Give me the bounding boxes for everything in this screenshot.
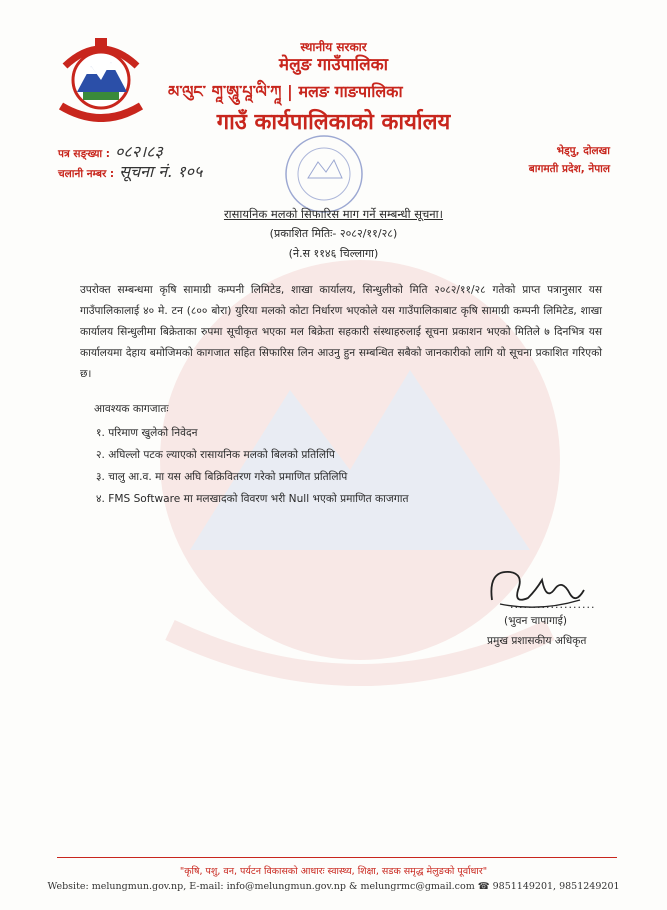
signature-line: ................... xyxy=(510,598,596,611)
chalani-row xyxy=(58,160,202,182)
notice-body: उपरोक्त सम्बन्धमा कृषि सामाग्री कम्पनी लिमिटेड, शाखा कार्यालय, सिन्धुलीको मिति २०८२/११/२८ गतेको प्राप्त पत्रानुसार यस गाउँपालिकालाई ४० मे. टन (८०० बोरा) युरिया मलको कोटा निर्धारण भएकोले यस गाउँपालिकाबाट कृषि सामाग्री कम्पनी लिमिटेड, शाखा कार्यालय सिन्धुलीमा बिक्रेताका रुपमा सूचीकृत भएका मल बिक्रेता सहकारी संस्थाहरुलाई सूचना प्रकाशन भएको मितिले ७ दिनभित्र यस कार्यालयमा देहाय बमोजिमको कागजात सहित सिफारिस लिन आउनु हुन सम्बन्धित सबैको जानकारीको लागि यो सूचना प्रकाशित गरिएको छ। xyxy=(80,284,602,380)
office-name: गाउँ कार्यपालिकाको कार्यालय xyxy=(216,110,451,135)
office-stamp xyxy=(282,132,366,216)
document-item: १. परिमाण खुलेको निवेदन xyxy=(96,427,198,439)
document-item: २. अघिल्लो पटक ल्याएको रासायनिक मलको बिलको प्रतिलिपि xyxy=(96,449,335,461)
document-item: ३. चालु आ.व. मा यस अघि बिक्रिवितरण गरेको प्रमाणित प्रतिलिपि xyxy=(96,471,348,483)
divider: | xyxy=(287,82,299,101)
tibetan-name: མ་ལུང་ གཱ་ཨཱུ་པཱ་ལི་ཀཱ xyxy=(168,82,282,101)
nepal-sambat-date: (ने.स ११४६ चिल्लागा) xyxy=(288,247,379,260)
patra-row xyxy=(58,140,163,162)
chalani-label: चलानी नम्बर : xyxy=(58,168,115,180)
location-place: भेड्पु, दोलखा xyxy=(556,145,610,157)
patra-value: ०८२।८३ xyxy=(115,142,163,161)
chalani-value: सूचना नं. १०५ xyxy=(119,162,203,181)
notice-subject: रासायनिक मलको सिफारिस माग गर्ने सम्बन्धी सूचना। xyxy=(223,207,444,221)
government-label: स्थानीय सरकार xyxy=(300,40,367,54)
footer-contact: Website: melungmun.gov.np, E-mail: info@melungmun.gov.np & melungrmc@gmail.com ☎ 9851149201, 9851249201 xyxy=(47,881,620,892)
published-date: (प्रकाशित मितिः- २०८२/११/२८) xyxy=(269,227,398,240)
footer-divider xyxy=(57,857,617,858)
location-province: बागमती प्रदेश, नेपाल xyxy=(528,163,610,175)
newari-name: मलङ गाङपालिका xyxy=(298,82,403,101)
signatory-title: प्रमुख प्रशासकीय अधिकृत xyxy=(487,635,587,647)
documents-heading: आवश्यक कागजातः xyxy=(94,403,169,415)
signatory-name: (भुवन चापागाई) xyxy=(504,615,567,627)
document-item: ४. FMS Software मा मलखादको विवरण भरी Null भएको प्रमाणित काजगात xyxy=(96,493,409,505)
municipality-name: मेलुङ गाउँपालिका xyxy=(278,55,389,75)
footer-slogan: "कृषि, पशु, वन, पर्यटन विकासको आधारः स्वास्थ्य, शिक्षा, सडक समृद्ध मेलुङको पूर्वाधार" xyxy=(179,866,488,877)
patra-label: पत्र सङ्ख्या : xyxy=(58,148,111,160)
handwritten-signature xyxy=(480,560,590,620)
